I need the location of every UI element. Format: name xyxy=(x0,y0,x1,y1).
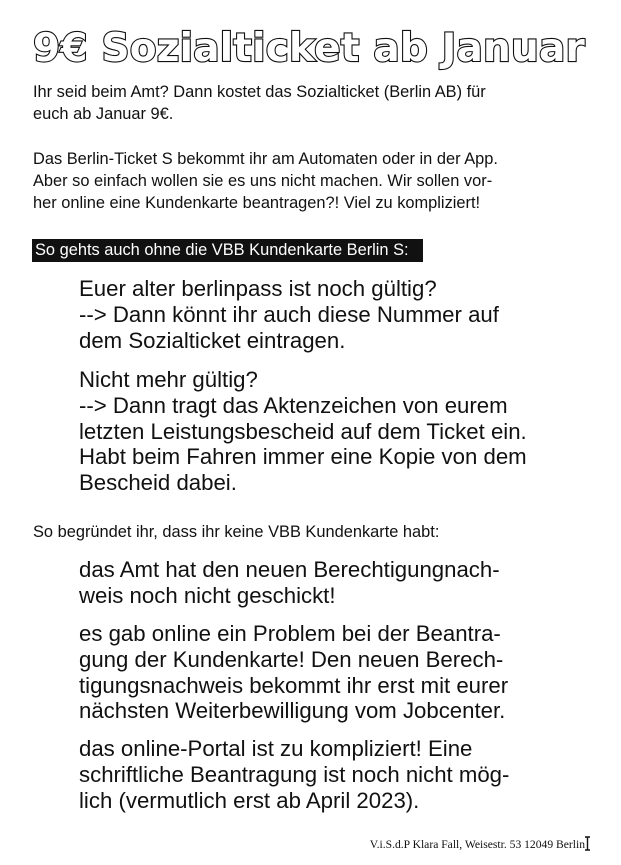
option-line: Bescheid dabei. xyxy=(79,470,237,496)
reason-1 xyxy=(79,557,604,609)
option-line: --> Dann tragt das Aktenzeichen von eurem xyxy=(79,392,508,418)
intro-line: Ihr seid beim Amt? Dann kostet das Sozialticket (Berlin AB) für xyxy=(33,83,486,101)
option-expired-pass xyxy=(79,367,604,496)
reason-line: das Amt hat den neuen Berechtigungnach- xyxy=(79,557,500,582)
option-valid-pass xyxy=(79,276,604,353)
option-line: Euer alter berlinpass ist noch gültig? xyxy=(79,276,437,301)
reason-3 xyxy=(79,736,604,813)
reason-line: das online-Portal ist zu kompliziert! Eine xyxy=(79,736,473,761)
reason-line: lich (vermutlich erst ab April 2023). xyxy=(79,787,420,813)
reason-2 xyxy=(79,621,604,724)
text-cursor-icon xyxy=(584,836,591,851)
page-title: 9€ Sozialticket ab Januar xyxy=(33,26,585,71)
option-line: Nicht mehr gültig? xyxy=(79,367,258,392)
reason-line: nächsten Weiterbewilligung vom Jobcenter. xyxy=(79,698,506,724)
imprint-footer xyxy=(370,836,591,853)
option-line: dem Sozialticket eintragen. xyxy=(79,327,346,353)
intro-line: euch ab Januar 9€. xyxy=(33,105,174,123)
highlight-heading: So gehts auch ohne die VBB Kundenkarte Berlin S: xyxy=(32,239,423,262)
reason-line: gung der Kundenkarte! Den neuen Berech- xyxy=(79,646,504,672)
reasons-heading: So begründet ihr, dass ihr keine VBB Kundenkarte habt: xyxy=(33,523,440,541)
reason-line: es gab online ein Problem bei der Beantra- xyxy=(79,621,501,646)
option-line: --> Dann könnt ihr auch diese Nummer auf xyxy=(79,301,499,327)
intro-paragraph xyxy=(33,81,593,125)
reason-line: tigungsnachweis bekommt ihr erst mit eurer xyxy=(79,672,509,698)
ticket-info-line: Das Berlin-Ticket S bekommt ihr am Automaten oder in der App. xyxy=(33,150,498,168)
ticket-info-line: her online eine Kundenkarte beantragen?! Viel zu kompliziert! xyxy=(33,194,481,212)
ticket-info-paragraph xyxy=(33,148,593,214)
option-line: letzten Leistungsbescheid auf dem Ticket ein. xyxy=(79,418,527,444)
ticket-info-line: Aber so einfach wollen sie es uns nicht machen. Wir sollen vor- xyxy=(33,172,493,190)
imprint-text: V.i.S.d.P Klara Fall, Weisestr. 53 12049 Berlin xyxy=(369,838,585,851)
reason-line: schriftliche Beantragung ist noch nicht mög- xyxy=(79,761,510,787)
reason-line: weis noch nicht geschickt! xyxy=(79,582,336,608)
option-line: Habt beim Fahren immer eine Kopie von dem xyxy=(79,444,527,470)
